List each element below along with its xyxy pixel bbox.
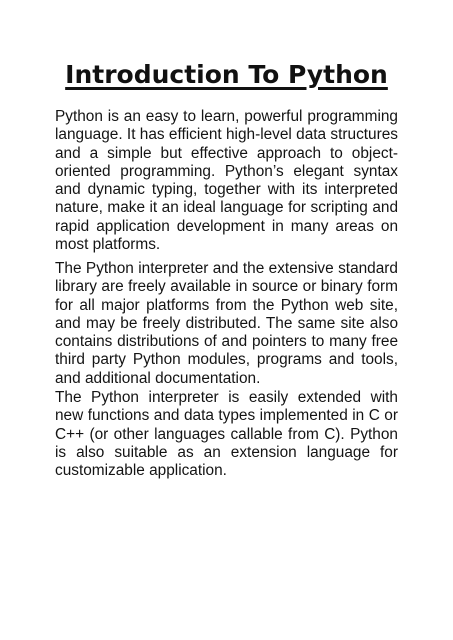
page-title: Introduction To Python [65,60,388,89]
paragraph-interpreter-library: The Python interpreter and the extensive standard library are freely available in source or binary form for all major platforms from the Python web site, and may be freely distributed. The same site also contains distributions of and pointers to many free third party Python modules, programs and tools, and additional documentation. [55,260,398,387]
paragraph-intro: Python is an easy to learn, powerful programming language. It has efficient high-level data structures and a simple but effective approach to object-oriented programming. Python’s elegant syntax and dynamic typing, together with its interpreted nature, make it an ideal language for scripting and rapid application development in many areas on most platforms. [55,108,398,254]
paragraph-extensibility: The Python interpreter is easily extended with new functions and data types implemented in C or C++ (or other languages callable from C). Python is also suitable as an extension language for customizable application. [55,389,398,480]
